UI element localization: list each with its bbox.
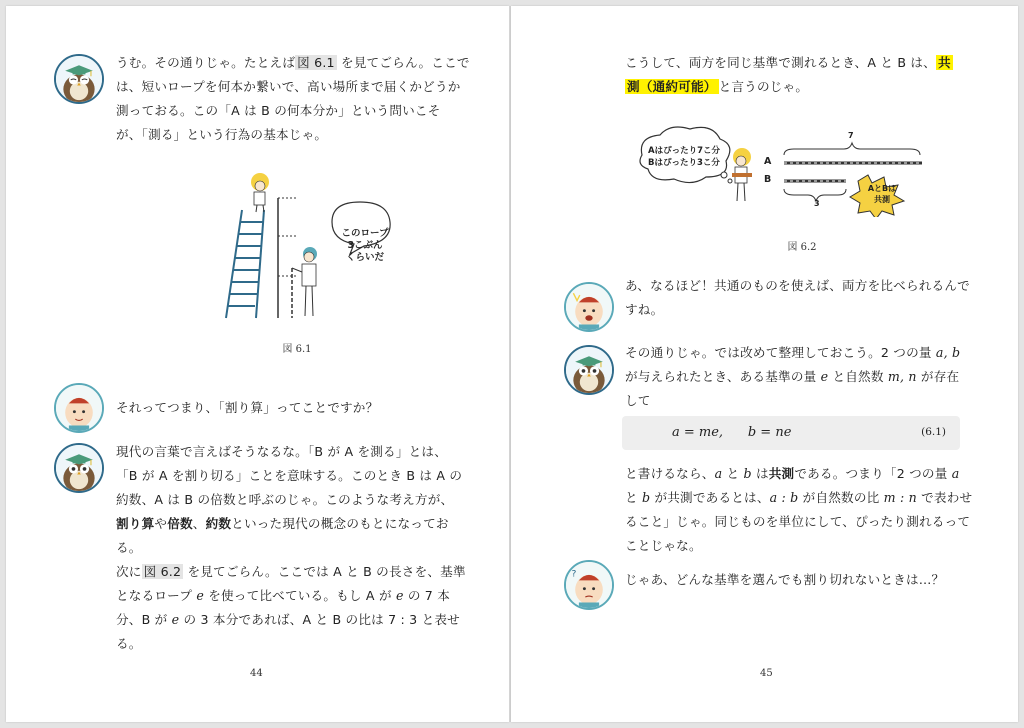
- text-segment: は: [751, 466, 769, 481]
- text-segment: が自然数の比: [798, 490, 884, 505]
- text-line: 測っておる。この「A は B の何本分か」という問いこそ: [116, 103, 441, 118]
- text-segment: で表わせ: [916, 490, 973, 505]
- bold-term: 倍数: [167, 516, 193, 531]
- bubble-line: Bはぴったり3こ分: [648, 158, 720, 168]
- math-symbol: e: [820, 369, 829, 384]
- text-segment: と: [722, 466, 744, 481]
- page-number-right: 45: [760, 668, 773, 679]
- owl-professor-icon: [54, 54, 104, 104]
- brace-label-3: 3: [814, 199, 820, 208]
- figure-6-1-illustration: [212, 168, 397, 320]
- professor-dialogue-3: [625, 51, 953, 99]
- text-line: 約数、A は B の倍数と呼ぶのじゃ。このような考え方が、: [116, 492, 454, 507]
- rope-label-b: B: [764, 174, 772, 185]
- text-segment: を見てごらん。ここで: [336, 55, 470, 70]
- text-line: は、短いロープを何本か繋いで、高い場所まで届くかどうか: [116, 79, 461, 94]
- math-symbol: m : n: [883, 490, 917, 505]
- text-segment: といった現代の概念のもとになってお: [231, 516, 449, 531]
- student-boy-icon: [54, 383, 104, 433]
- student-boy-icon: [564, 560, 614, 610]
- text-line: 「B が A を割り切る」ことを意味する。このとき B は A の: [116, 468, 463, 483]
- text-line: じゃあ、どんな基準を選んでも割り切れないときは…？: [625, 572, 945, 587]
- text-line: が、「測る」という行為の基本じゃ。: [116, 127, 328, 142]
- bubble-line: 3こぶん: [347, 240, 383, 251]
- student-boy-icon: [564, 282, 614, 332]
- math-symbol: e: [395, 588, 404, 603]
- text-segment: の 7 本: [403, 588, 451, 603]
- student-dialogue-3: [625, 568, 944, 592]
- text-segment: その通りじゃ。では改めて整理しておこう。2 つの量: [625, 345, 936, 360]
- math-symbol: b: [642, 490, 651, 505]
- math-symbol: a, b: [935, 345, 961, 360]
- text-segment: 、: [192, 516, 206, 531]
- math-symbol: b: [743, 466, 752, 481]
- text-line: る。: [116, 636, 142, 651]
- text-segment: の 3 本分であれば、A と B の比は 7 : 3 と表せ: [179, 612, 460, 627]
- figure-reference-link[interactable]: 図 6.1: [297, 55, 335, 70]
- text-segment: と言うのじゃ。: [718, 79, 809, 94]
- figure-6-2-caption: 図 6.2: [787, 242, 817, 253]
- math-symbol: a: [951, 466, 960, 481]
- svg-text:?: ?: [571, 568, 577, 580]
- text-segment: を見てごらん。ここでは A と B の長さを、基準: [183, 564, 466, 579]
- rope-label-a: A: [764, 156, 772, 167]
- text-line: して: [625, 393, 651, 408]
- page-number-left: 44: [250, 668, 263, 679]
- text-segment: となるロープ: [116, 588, 197, 603]
- burst-line: AとBは: [867, 184, 897, 193]
- text-segment: と書けるなら、: [625, 466, 715, 481]
- professor-dialogue-1: [116, 51, 470, 147]
- professor-dialogue-2: [116, 440, 466, 656]
- text-segment: と自然数: [828, 369, 888, 384]
- text-line: ること」じゃ。同じものを単位にして、ぴったり測れるって: [625, 514, 971, 529]
- professor-dialogue-4: [625, 341, 960, 413]
- math-symbol: a: [714, 466, 723, 481]
- text-segment: が与えられたとき、ある基準の量: [625, 369, 821, 384]
- bold-term: 割り算: [116, 516, 155, 531]
- professor-dialogue-5: [625, 462, 972, 558]
- figure-reference-link[interactable]: 図 6.2: [143, 564, 182, 579]
- bubble-line: Aはぴったり7こ分: [648, 146, 720, 156]
- math-symbol: e: [196, 588, 204, 603]
- text-segment: が共測であるとは、: [650, 490, 770, 505]
- text-line: る。: [116, 540, 142, 555]
- text-segment: 分、B が: [116, 612, 172, 627]
- commensurable-burst: [860, 183, 904, 205]
- equation-6-1: a = me, b = ne: [672, 425, 792, 440]
- figure-6-1-caption: 図 6.1: [282, 344, 312, 355]
- bold-term: 約数: [205, 516, 232, 531]
- bold-term: 共測: [768, 466, 795, 481]
- figure-6-2-illustration: [636, 125, 926, 217]
- owl-professor-icon: [564, 345, 614, 395]
- text-segment: 次に: [116, 564, 142, 579]
- equation-box: [622, 416, 960, 450]
- math-symbol: e: [171, 612, 180, 627]
- math-symbol: a : b: [769, 490, 799, 505]
- bubble-line: くらいだ: [345, 252, 384, 263]
- brace-label-7: 7: [848, 131, 854, 140]
- student-dialogue-2: [625, 274, 970, 322]
- highlighted-term: 共: [937, 55, 951, 70]
- highlighted-term: 測（通約可能）: [627, 79, 717, 94]
- math-symbol: m, n: [887, 369, 917, 384]
- text-segment: を使って比べている。もし A が: [204, 588, 396, 603]
- owl-professor-icon: [54, 443, 104, 493]
- bubble-line: このロープ: [341, 228, 389, 239]
- text-line: 現代の言葉で言えばそうなるな。「B が A を測る」とは、: [116, 444, 448, 459]
- text-segment: と: [625, 490, 642, 505]
- text-line: あ、なるほど！共通のものを使えば、両方を比べられるんで: [625, 278, 970, 293]
- text-line: それってつまり、「割り算」ってことですか？: [116, 400, 379, 415]
- text-segment: や: [154, 516, 168, 531]
- text-line: すね。: [625, 302, 664, 317]
- equation-number: (6.1): [921, 426, 946, 438]
- text-segment: である。つまり「2 つの量: [794, 466, 952, 481]
- student-dialogue-1: [116, 396, 378, 420]
- text-line: ことじゃな。: [625, 538, 702, 553]
- text-segment: が存在: [916, 369, 960, 384]
- burst-line: 共測: [874, 195, 890, 204]
- text-segment: うむ。その通りじゃ。たとえば: [116, 55, 296, 70]
- text-segment: こうして、両方を同じ基準で測れるとき、A と B は、: [625, 55, 936, 70]
